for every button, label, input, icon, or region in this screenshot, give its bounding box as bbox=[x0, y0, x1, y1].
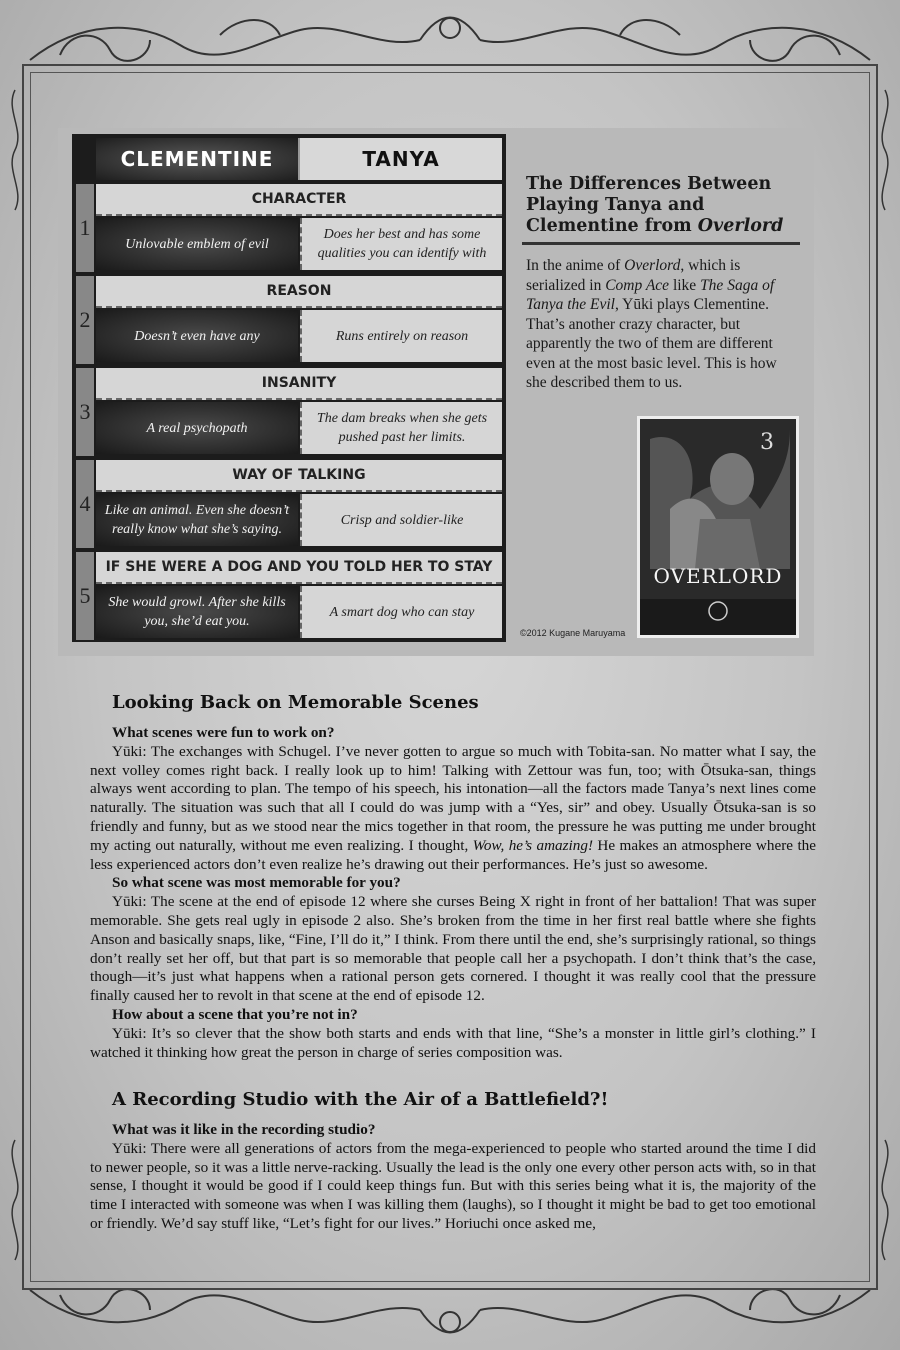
row-category: CHARACTER bbox=[96, 184, 502, 216]
question: So what scene was most memorable for you? bbox=[112, 874, 401, 892]
row-number: 5 bbox=[76, 552, 94, 640]
table-row bbox=[76, 184, 504, 272]
section-heading: Looking Back on Memorable Scenes bbox=[112, 692, 479, 713]
question: How about a scene that you’re not in? bbox=[112, 1005, 358, 1023]
question: What was it like in the recording studio? bbox=[112, 1121, 376, 1138]
article-section-1 bbox=[90, 724, 816, 1062]
copyright: ©2012 Kugane Maruyama bbox=[520, 628, 626, 638]
cover-title: OVERLORD bbox=[653, 564, 783, 588]
answer: Yūki: There were all generations of actors from the mega-experienced to people who started around the time I did to newer people, so it was a little nerve-racking. Usually the lead is the only one every other person acts with, so in that sense, I thought it would be good if I could keep things fun. But with this series being what it is, the majority of the time I interacted with someone was when I was killing them (laughs), so I thought it might be bad to get too emotional or friendly. We’d say stuff like, “Let’s fight for our lives.” Horiuchi once asked me, bbox=[90, 1139, 816, 1232]
table-row bbox=[76, 460, 504, 548]
answer: Yūki: The exchanges with Schugel. I’ve never gotten to argue so much with Tobita-san. No matter what I say, the next volley comes right back. I really look up to him! Talking with Zettour was fun, too; with Ōtsuka-san, things always went according to plan. The tempo of his speech, his intonation—all the factors made Tanya’s next lines come naturally. The situation was such that all I could do was jump with a “Yes, sir” and obey. Usually Ōtsuka-san is so friendly and funny, but as we stood near the mics together in that room, the pressure he was putting me under brought my acting out naturally, without me even realizing. I thought, Wow, he’s amazing! He makes an atmosphere where the less experienced actors don’t even realize he’s drawing out their performances. He’s just so awesome. bbox=[90, 742, 816, 873]
answer: Yūki: The scene at the end of episode 12 where she curses Being X right in front of her battalion! That was super memorable. She gets real ugly in episode 2 also. She’s broken from the time in her first real battle where she fights Anson and basically snaps, like, “Fine, I’ll do it,” I think. From there until the end, she’s surprisingly rational, so things don’t really set her off, but that part is so memorable that people call her a psychopath. I don’t think that’s the case, though—it’s just what happens when a rational person gets cornered. I thought it was really cool that the pressure finally caused her to revolt in that scene at the end of episode 12. bbox=[90, 893, 816, 1005]
row-category: INSANITY bbox=[96, 368, 502, 400]
tanya-cell: Runs entirely on reason bbox=[300, 310, 502, 362]
article-section-2 bbox=[90, 1121, 816, 1234]
clementine-cell: Unlovable emblem of evil bbox=[96, 218, 298, 270]
clementine-cell: She would growl. After she kills you, she’d eat you. bbox=[96, 586, 298, 638]
row-category: WAY OF TALKING bbox=[96, 460, 502, 492]
section-heading: A Recording Studio with the Air of a Battlefield?! bbox=[112, 1089, 609, 1110]
table-row bbox=[76, 368, 504, 456]
header-clementine: CLEMENTINE bbox=[96, 138, 300, 180]
answer: Yūki: It’s so clever that the show both starts and ends with that line, “She’s a monster in little girl’s clothing.” I watched it thinking how great the person in charge of series composition was. bbox=[90, 1024, 816, 1061]
header-tanya: TANYA bbox=[300, 138, 502, 180]
tanya-cell: Does her best and has some qualities you can identify with bbox=[300, 218, 502, 270]
overlord-book-cover bbox=[637, 416, 799, 638]
sidebar-title: The Differences Between Playing Tanya and Clementine from Overlord bbox=[526, 174, 784, 236]
tanya-cell: The dam breaks when she gets pushed past her limits. bbox=[300, 402, 502, 454]
question: What scenes were fun to work on? bbox=[112, 724, 335, 741]
bottom-ornament bbox=[0, 1280, 900, 1350]
sidebar-text: In the anime of Overlord, which is serialized in Comp Ace like The Saga of Tanya the Evil, Yūki plays Clementine. That’s another crazy character, but apparently the two of them are different even at the most basic level. This is how she described them to us. bbox=[526, 257, 777, 391]
tanya-cell: A smart dog who can stay bbox=[300, 586, 502, 638]
row-number: 4 bbox=[76, 460, 94, 548]
sidebar-rule bbox=[522, 242, 800, 245]
row-number: 1 bbox=[76, 184, 94, 272]
row-category: IF SHE WERE A DOG AND YOU TOLD HER TO STAY bbox=[96, 552, 502, 584]
top-ornament bbox=[0, 0, 900, 70]
clementine-cell: Doesn’t even have any bbox=[96, 310, 298, 362]
table-header bbox=[96, 138, 502, 180]
cover-volume: 3 bbox=[760, 430, 774, 455]
table-row bbox=[76, 276, 504, 364]
tanya-cell: Crisp and soldier-like bbox=[300, 494, 502, 546]
row-category: REASON bbox=[96, 276, 502, 308]
table-row bbox=[76, 552, 504, 640]
cover-art bbox=[640, 419, 796, 635]
clementine-cell: Like an animal. Even she doesn’t really know what she’s saying. bbox=[96, 494, 298, 546]
row-number: 2 bbox=[76, 276, 94, 364]
clementine-cell: A real psychopath bbox=[96, 402, 298, 454]
row-number: 3 bbox=[76, 368, 94, 456]
